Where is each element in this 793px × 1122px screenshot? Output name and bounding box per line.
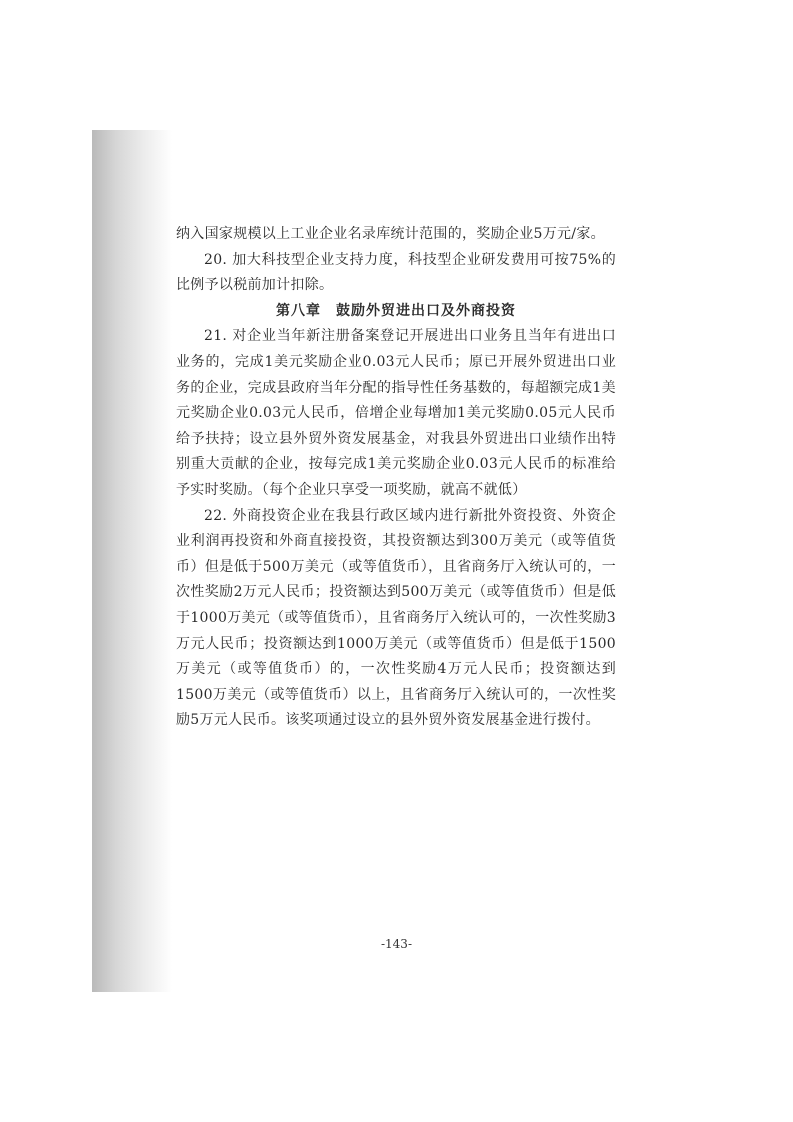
scan-edge-shadow bbox=[92, 130, 172, 992]
paragraph-item-20: 20. 加大科技型企业支持力度，科技型企业研发费用可按75%的比例予以税前加计扣除。 bbox=[176, 251, 616, 294]
chapter-title: 第八章 鼓励外贸进出口及外商投资 bbox=[276, 302, 516, 319]
page-number: -143- bbox=[380, 937, 412, 951]
paragraph-continuation: 纳入国家规模以上工业企业名录库统计范围的，奖励企业5万元/家。 bbox=[176, 226, 605, 242]
document-body bbox=[176, 222, 616, 734]
paragraph-item-22: 22. 外商投资企业在我县行政区域内进行新批外资投资、外资企业利润再投资和外商直接投资，其投资额达到300万美元（或等值货币）但是低于500万美元（或等值货币），且省商务厅入统认可的，一次性奖励2万元人民币；投资额达到500万美元（或等值货币）但是低于1000万美元（或等值货币），且省商务厅入统认可的，一次性奖励3万元人民币；投资额达到1000万美元（或等值货币）但是低于1500万美元（或等值货币）的，一次性奖励4万元人民币；投资额达到1500万美元（或等值货币）以上，且省商务厅入统认可的，一次性奖励5万元人民币。该奖项通过设立的县外贸外资发展基金进行拨付。 bbox=[176, 507, 616, 729]
paragraph-item-21: 21. 对企业当年新注册备案登记开展进出口业务且当年有进出口业务的，完成1美元奖励企业0.03元人民币；原已开展外贸进出口业务的企业，完成县政府当年分配的指导性任务基数的，每超额完成1美元奖励企业0.03元人民币，倍增企业每增加1美元奖励0.05元人民币给予扶持；设立县外贸外资发展基金，对我县外贸进出口业绩作出特别重大贡献的企业，按每完成1美元奖励企业0.03元人民币的标准给予实时奖励。（每个企业只享受一项奖励，就高不就低） bbox=[176, 328, 616, 498]
